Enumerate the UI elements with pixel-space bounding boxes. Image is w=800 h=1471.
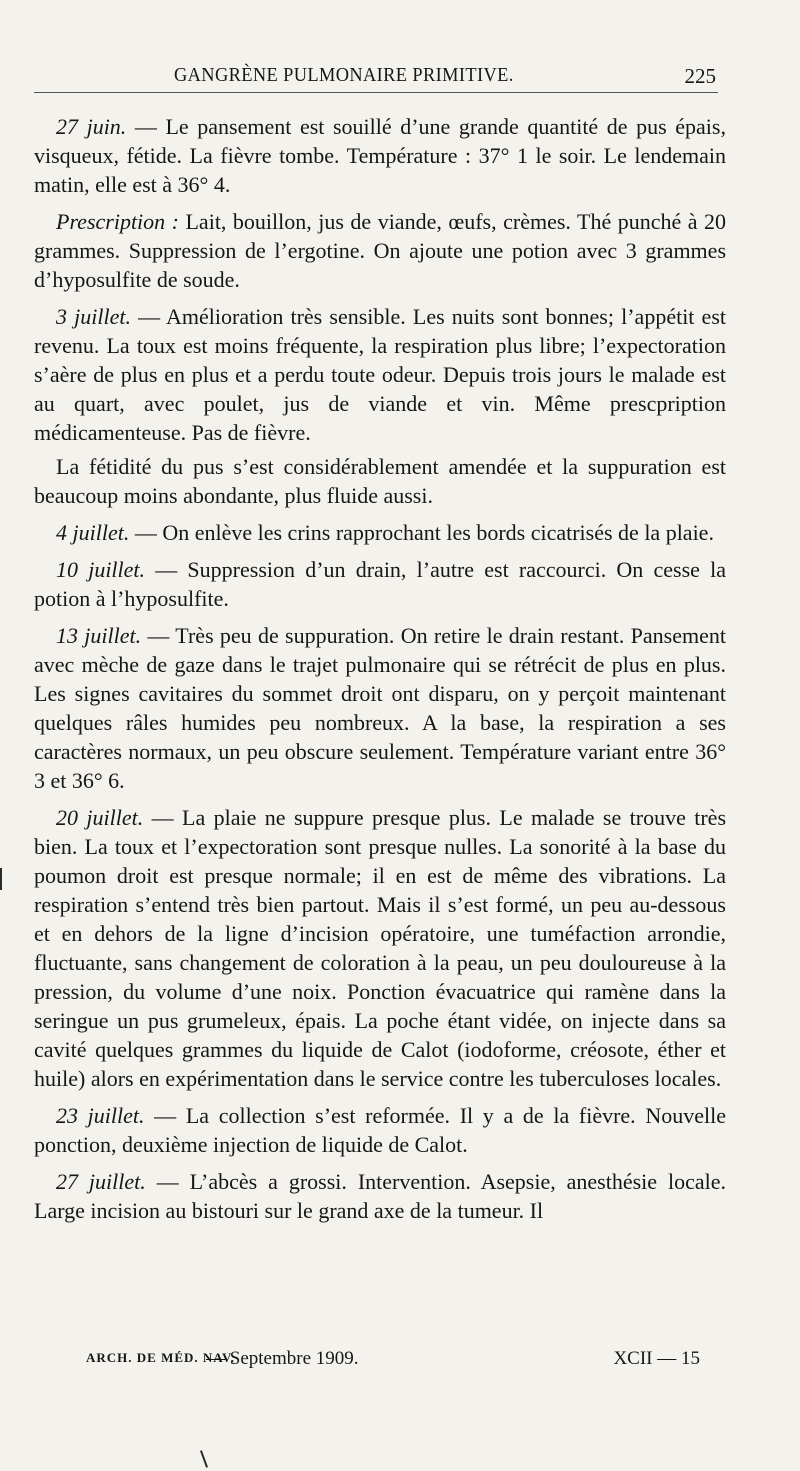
entry-date: 4 juillet. xyxy=(56,520,130,545)
entry-paragraph xyxy=(34,555,726,613)
entry-text: — L’abcès a grossi. Intervention. Asepsie, anesthésie locale. Large incision au bistouri sur le grand axe de la tumeur. Il xyxy=(34,1169,727,1223)
entry-date: 3 juillet. xyxy=(56,304,131,329)
entry-paragraph xyxy=(34,518,726,547)
volume-signature: XCII — 15 xyxy=(613,1348,700,1369)
running-header xyxy=(34,58,718,93)
page-footer xyxy=(86,1348,706,1376)
journal-name: ARCH. DE MÉD. NAV. xyxy=(86,1350,235,1365)
entry-date: Prescription : xyxy=(56,209,179,234)
entry-text: — On enlève les crins rapprochant les bords cicatrisés de la plaie. xyxy=(129,520,714,545)
entry-paragraph xyxy=(34,621,726,795)
entry-paragraph xyxy=(34,452,726,510)
entry-text: — La collection s’est reformée. Il y a de la fièvre. Nouvelle ponction, deuxième injection de liquide de Calot. xyxy=(34,1103,726,1157)
entry-paragraph xyxy=(34,803,726,1093)
entry-paragraph xyxy=(34,1167,726,1225)
prescription-paragraph xyxy=(34,207,726,294)
scan-margin-mark xyxy=(0,868,2,890)
entry-date: 20 juillet. xyxy=(56,805,144,830)
entry-text: — Très peu de suppuration. On retire le drain restant. Pansement avec mèche de gaze dans le trajet pulmonaire qui se rétrécit de plus en plus. Les signes cavitaires du sommet droit ont disparu, on y perçoit maintenant quelques râles humides peu nombreux. A la base, la respiration a ses caractères normaux, un peu obscure seulement. Température variant entre 36° 3 et 36° 6. xyxy=(34,623,726,793)
entry-text: Lait, bouillon, jus de viande, œufs, crèmes. Thé punché à 20 grammes. Suppression de l’ergotine. On ajoute une potion avec 3 grammes d’hyposulfite de soude. xyxy=(34,209,726,292)
entry-date: 27 juin. xyxy=(56,114,127,139)
entry-text: — Amélioration très sensible. Les nuits sont bonnes; l’appétit est revenu. La toux est moins fréquente, la respiration plus libre; l’expectoration s’aère de plus en plus et a perdu toute odeur. Depuis trois jours le malade est au quart, avec poulet, jus de viande et vin. Même prescpription médicamenteuse. Pas de fièvre. xyxy=(34,304,726,445)
entry-date: 10 juillet. xyxy=(56,557,146,582)
entry-text: — La plaie ne suppure presque plus. Le malade se trouve très bien. La toux et l’expectoration sont presque nulles. La sonorité à la base du poumon droit est presque normale; il en est de même des vibrations. La respiration s’entend très bien partout. Mais il s’est formé, un peu au-dessous et en dehors de la ligne d’incision opératoire, une tuméfaction arrondie, fluctuante, sans changement de coloration à la peau, un peu douloureuse à la pression, du volume d’une noix. Ponction évacuatrice qui ramène dans la seringue un pus grumeleux, épais. La poche étant vidée, on injecte dans sa cavité quelques grammes du liquide de Calot (iodoforme, créosote, éther et huile) alors en expérimentation dans le service contre les tuberculoses locales. xyxy=(34,805,727,1091)
page-number: 225 xyxy=(684,64,716,88)
scan-ink-mark xyxy=(200,1450,208,1468)
entry-date: 23 juillet. xyxy=(56,1103,145,1128)
entry-paragraph xyxy=(34,302,726,447)
article-body xyxy=(34,112,726,1230)
entry-paragraph xyxy=(34,112,726,199)
entry-date: 27 juillet. xyxy=(56,1169,146,1194)
entry-text: — Suppression d’un drain, l’autre est raccourci. On cesse la potion à l’hyposulfite. xyxy=(34,557,726,611)
entry-text: — Le pansement est souillé d’une grande quantité de pus épais, visqueux, fétide. La fièvre tombe. Température : 37° 1 le soir. Le lendemain matin, elle est à 36° 4. xyxy=(34,114,726,197)
running-title: GANGRÈNE PULMONAIRE PRIMITIVE. xyxy=(174,64,514,86)
entry-text: La fétidité du pus s’est considérablement amendée et la suppuration est beaucoup moins abondante, plus fluide aussi. xyxy=(34,454,726,508)
entry-paragraph xyxy=(34,1101,726,1159)
entry-date: 13 juillet. xyxy=(56,623,142,648)
issue-date: — Septembre 1909. xyxy=(206,1348,359,1369)
